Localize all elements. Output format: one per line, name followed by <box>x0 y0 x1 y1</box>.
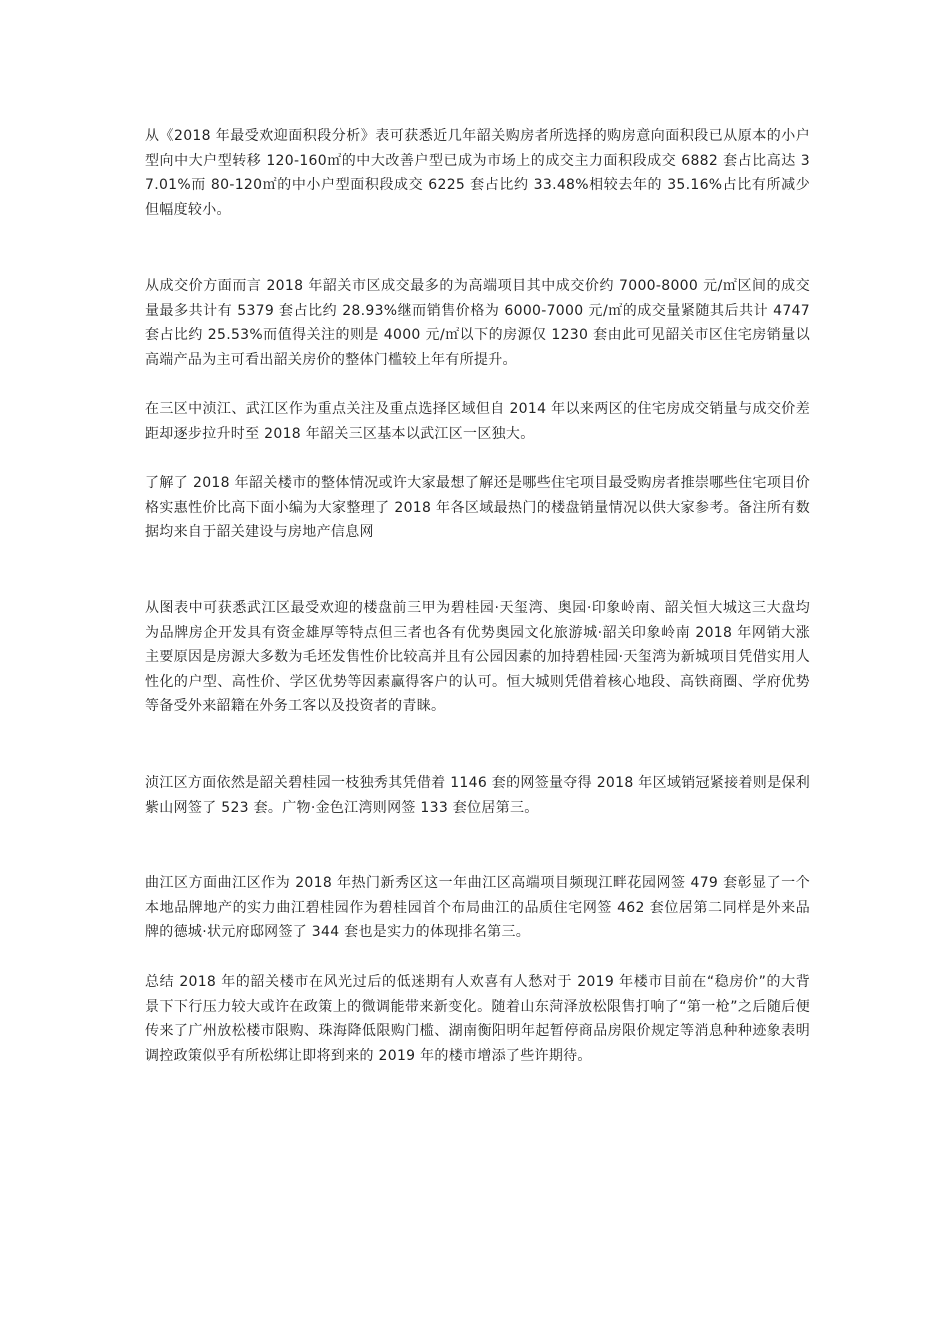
paragraph-summary: 总结 2018 年的韶关楼市在风光过后的低迷期有人欢喜有人愁对于 2019 年楼市目前在“稳房价”的大背景下下行压力较大或许在政策上的微调能带来新变化。随着山东菏泽放松限售打响了“第一枪”之后随后便传来了广州放松楼市限购、珠海降低限购门槛、湖南衡阳明年起暂停商品房限价规定等消息种种迹象表明调控政策似乎有所松绑让即将到来的 2019 年的楼市增添了些许期待。 <box>145 974 810 1064</box>
paragraph-district-comparison: 在三区中浈江、武江区作为重点关注及重点选择区域但自 2014 年以来两区的住宅房成交销量与成交价差距却逐步拉升时至 2018 年韶关三区基本以武江区一区独大。 <box>145 401 810 442</box>
paragraph-price-analysis: 从成交价方面而言 2018 年韶关市区成交最多的为高端项目其中成交价约 7000-8000 元/㎡区间的成交量最多共计有 5379 套占比约 28.93%继而销售价格为 6000-7000 元/㎡的成交量紧随其后共计 4747 套占比约 25.53%而值得关注的则是 4000 元/㎡以下的房源仅 1230 套由此可见韶关市区住宅房销量以高端产品为主可看出韶关房价的整体门槛较上年有所提升。 <box>145 278 810 368</box>
paragraph-zhenjiang-district: 浈江区方面依然是韶关碧桂园一枝独秀其凭借着 1146 套的网签量夺得 2018 年区域销冠紧接着则是保利紫山网签了 523 套。广物·金色江湾则网签 133 套位居第三。 <box>145 775 810 816</box>
paragraph-area-analysis: 从《2018 年最受欢迎面积段分析》表可获悉近几年韶关购房者所选择的购房意向面积段已从原本的小户型向中大户型转移 120-160㎡的中大改善户型已成为市场上的成交主力面积段成交 6882 套占比高达 37.01%而 80-120㎡的中小户型面积段成交 6225 套占比约 33.48%相较去年的 35.16%占比有所减少但幅度较小。 <box>145 128 810 218</box>
paragraph-intro-hot-projects: 了解了 2018 年韶关楼市的整体情况或许大家最想了解还是哪些住宅项目最受购房者推崇哪些住宅项目价格实惠性价比高下面小编为大家整理了 2018 年各区域最热门的楼盘销量情况以供大家参考。备注所有数据均来自于韶关建设与房地产信息网 <box>145 475 810 541</box>
paragraph-qujiang-district: 曲江区方面曲江区作为 2018 年热门新秀区这一年曲江区高端项目频现江畔花园网签 479 套彰显了一个本地品牌地产的实力曲江碧桂园作为碧桂园首个布局曲江的品质住宅网签 462 套位居第二同样是外来品牌的德城·状元府邸网签了 344 套也是实力的体现排名第三。 <box>145 875 810 941</box>
paragraph-wujiang-district: 从图表中可获悉武江区最受欢迎的楼盘前三甲为碧桂园·天玺湾、奥园·印象岭南、韶关恒大城这三大盘均为品牌房企开发具有资金雄厚等特点但三者也各有优势奥园文化旅游城·韶关印象岭南 2018 年网销大涨主要原因是房源大多数为毛坯发售性价比较高并且有公园因素的加持碧桂园·天玺湾为新城项目凭借实用人性化的户型、高性价、学区优势等因素赢得客户的认可。恒大城则凭借着核心地段、高铁商圈、学府优势等备受外来韶籍在外务工客以及投资者的青睐。 <box>145 600 810 715</box>
